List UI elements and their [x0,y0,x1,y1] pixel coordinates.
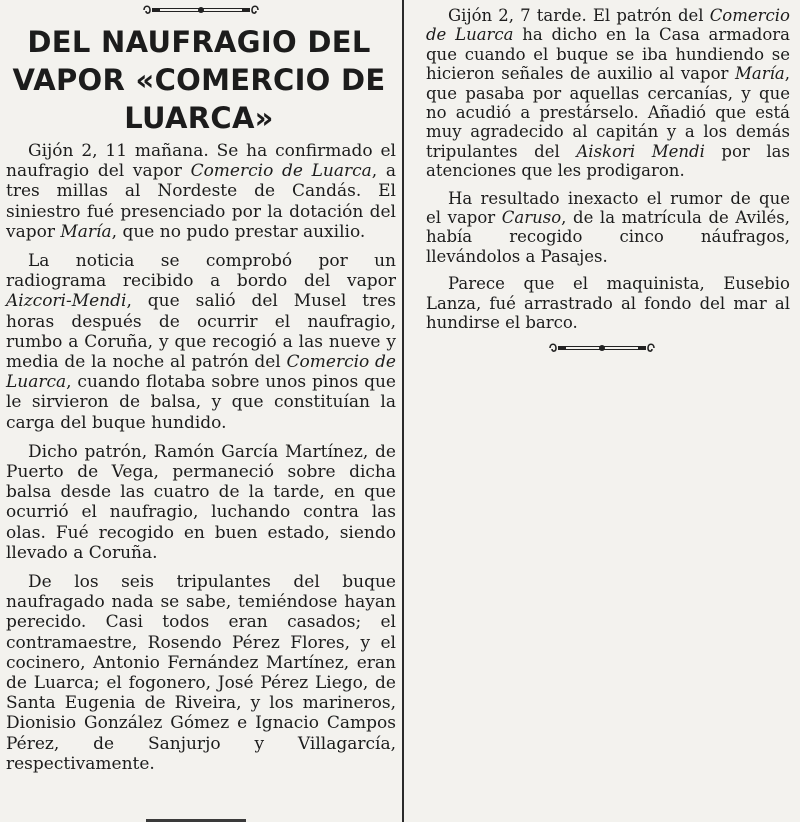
article-paragraph [6,442,396,563]
right-column [404,0,800,355]
left-article-body [0,141,402,774]
vessel-name: Comercio de Luarca [426,6,790,45]
paragraph-text: por las atenciones que les prodigaron. [426,141,790,181]
vessel-name: Aiskori Mendi [576,141,705,161]
paragraph-text: , que no pudo prestar auxilio. [111,221,366,242]
paragraph-text: , cuando flotaba sobre unos pinos que le sirvieron de balsa, y que constituían la carga del buque hundido. [6,372,396,433]
paragraph-text: , de la matrícula de Avilés, había recogido cinco náufragos, llevándolos a Pasajes. [426,208,790,266]
paragraph-text: Ha resultado inexacto el rumor de que el vapor [426,188,790,228]
paragraph-text: , a tres millas al Nordeste de Candás. El siniestro fué presenciado por la dotación del vapor [6,161,397,242]
article-paragraph [6,572,396,774]
paragraph-text: Dicho patrón, Ramón García Martínez, de Puerto de Vega, permaneció sobre dicha balsa desde las cuatro de la tarde, en que ocurrió el naufragio, luchando contra las olas. Fué recogido en buen estado, siendo llevado a Coruña. [6,441,396,563]
paragraph-text: La noticia se comprobó por un radiograma recibido a bordo del vapor [6,251,396,292]
paragraph-text: Parece que el maquinista, Eusebio Lanza, fué arrastrado al fondo del mar al hundirse el barco. [426,274,790,333]
vessel-name: María [735,64,785,84]
article-paragraph [426,6,790,181]
paragraph-text: , que pasaba por aquellas cercanías, y que no acudió a prestárselo. Añadió que está muy agradecido al capitán y a los demás tripulantes del [426,64,790,161]
article-paragraph [426,189,790,267]
paragraph-text: De los seis tripulantes del buque naufragado nada se sabe, temiéndose hayan perecido. Casi todos eran casados; el contramaestre, Rosendo Pérez Flores, y el cocinero, Antonio Fernández Martínez, eran de Luarca; el fogonero, José Pérez Liego, de Santa Eugenia de Riveira, y los marineros, Dionisio González Gómez e Ignacio Campos Pérez, de Sanjurjo y Villagarcía, respectivamente. [6,572,396,774]
paragraph-text: , que salió del Musel tres horas después de ocurrir el naufragio, rumbo a Coruña, y que recogió a las nueve y media de la noche al patrón del [6,291,396,373]
article-paragraph [6,141,396,242]
vessel-name: María [60,221,112,242]
paragraph-text: ha dicho en la Casa armadora que cuando el buque se iba hundiendo se hicieron señales de auxilio al vapor [426,25,790,84]
paragraph-text: Gijón 2, 7 tarde. El patrón del [448,6,710,25]
right-article-body [404,0,800,333]
article-headline: DEL NAUFRAGIO DEL VAPOR «COMERCIO DE LUARCA» [12,25,386,135]
end-ornament-icon [546,341,658,355]
article-paragraph [6,251,396,433]
paragraph-text: Gijón 2, 11 mañana. Se ha confirmado el naufragio del vapor [6,141,396,182]
article-paragraph [426,274,790,332]
vessel-name: Aizcori-Mendi [6,291,127,312]
decorative-ornament-icon [140,3,262,17]
vessel-name: Comercio de Luarca [6,352,396,393]
vessel-name: Comercio de Luarca [190,161,372,182]
vessel-name: Caruso [501,208,562,228]
